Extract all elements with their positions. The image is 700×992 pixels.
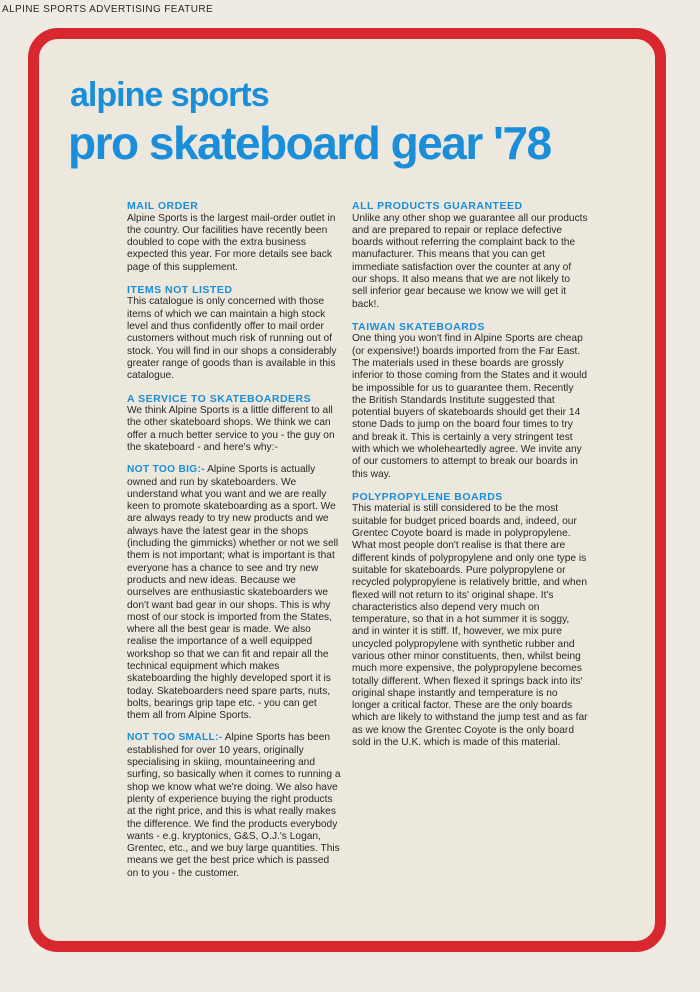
right-column	[352, 200, 588, 759]
section-text: Alpine Sports has been established for over 10 years, originally specialising in skiing, mountaineering and surfing, so basically when it comes to running a shop we know what we're doing. We also have plenty of experience buying the right products at the right price, and this is what really makes the difference. We find the products everybody wants - e.g. kryptonics, G&S, O.J.'s Logan, Grentec, etc., and we buy large quantities. This means we get the best price which is passed on to you - the customer.	[127, 732, 341, 879]
section-polypropylene	[352, 491, 588, 749]
run-in-heading: NOT TOO SMALL:-	[127, 732, 223, 744]
section-service	[127, 393, 342, 455]
section-body: This material is still considered to be the most suitable for budget priced boards and, indeed, our Grentec Coyote board is made in polypropylene. What most people don't realise is that there are different kinds of polypropylene and only one type is suitable for skateboards. Pure polypropylene or recycled polypropylene is relatively brittle, and when flexed will not return to its' original shape. It's characteristics also depend very much on temperature, so that in a hot summer it is soggy, and in winter it is stiff. If, however, we mix pure uncycled polypropylene with synthetic rubber and various other minor constituents, then, whilst being much more expensive, the polypropylene becomes totally different. When flexed it springs back into its' original shape instantly and temperature is no longer a critical factor. These are the only boards which are likely to withstand the jump test and as far as we know the Grentec Coyote is the only board sold in the U.K. which is made of this material.	[352, 503, 588, 749]
section-heading: MAIL ORDER	[127, 200, 199, 212]
main-headline: pro skateboard gear '78	[68, 117, 551, 169]
section-heading: TAIWAN SKATEBOARDS	[352, 320, 485, 333]
section-items-not-listed	[127, 284, 342, 383]
section-guaranteed	[352, 200, 588, 311]
section-mail-order	[127, 200, 342, 274]
section-not-too-big	[127, 464, 342, 722]
section-body: We think Alpine Sports is a little different to all the other skateboard shops. We think we can offer a much better service to you - the guy on the skateboard - and here's why:-	[127, 405, 335, 453]
section-heading: POLYPROPYLENE BOARDS	[352, 490, 503, 503]
section-heading: A SERVICE TO SKATEBOARDERS	[127, 392, 312, 405]
section-taiwan	[352, 321, 588, 481]
left-column	[127, 200, 342, 890]
running-head: ALPINE SPORTS ADVERTISING FEATURE	[2, 4, 214, 15]
brand-title: alpine sports	[70, 76, 269, 114]
section-text: Alpine Sports is actually owned and run by skateboarders. We understand what you want and we are really keen to promote skateboarding as a sport. We are always ready to try new products and we always have the latest gear in the shops (including the gimmicks) whether or not we sell them is not important; what is important is that everyone has a chance to see and try new products and new ideas. Because we ourselves are enthusiastic skateboarders we don't want bad gear in our shops. This is why most of our stock is imported from the States, where all the best gear is made. We also realise the importance of a well equipped workshop so that we can fit and repair all the technical equipment which makes skateboarding the highly developed sport it is today. Skateboarders need spare parts, nuts, bolts, bearings grip tape etc. - you can get them all from Alpine Sports.	[127, 464, 339, 722]
section-body	[127, 732, 342, 880]
section-heading: ALL PRODUCTS GUARANTEED	[352, 200, 523, 212]
section-heading: ITEMS NOT LISTED	[127, 283, 233, 296]
section-body: Unlike any other shop we guarantee all our products and are prepared to repair or replace defective boards without referring the complaint back to the manufacturer. This means that you can get immediate satisfaction over the counter at any of our shops. It also means that we are not likely to sell inferior gear because we know we will get it back!.	[352, 212, 588, 310]
section-body: Alpine Sports is the largest mail-order outlet in the country. Our facilities have recently been doubled to cope with the extra business expected this year. For more details see back page of this supplement.	[127, 212, 336, 273]
section-body: This catalogue is only concerned with those items of which we can maintain a high stock level and thus confidently offer to mail order customers without much risk of running out of stock. You will find in our shops a considerably greater range of goods than is available in this catalogue.	[127, 296, 337, 382]
section-not-too-small	[127, 732, 342, 880]
section-body: One thing you won't find in Alpine Sports are cheap (or expensive!) boards imported from the Far East. The materials used in these boards are grossly inferior to those coming from the States and it would be impossible for us to guarantee them. Recently the British Standards Institute suggested that potential buyers of skateboards should get their 14 stone Dads to jump on the board four times to try and break it. This is certainly a very stringent test with which we wholeheartedly agree. We invite any of our customers to attempt to break our boards in this way.	[352, 333, 587, 480]
run-in-heading: NOT TOO BIG:-	[127, 464, 205, 476]
section-body	[127, 464, 342, 722]
